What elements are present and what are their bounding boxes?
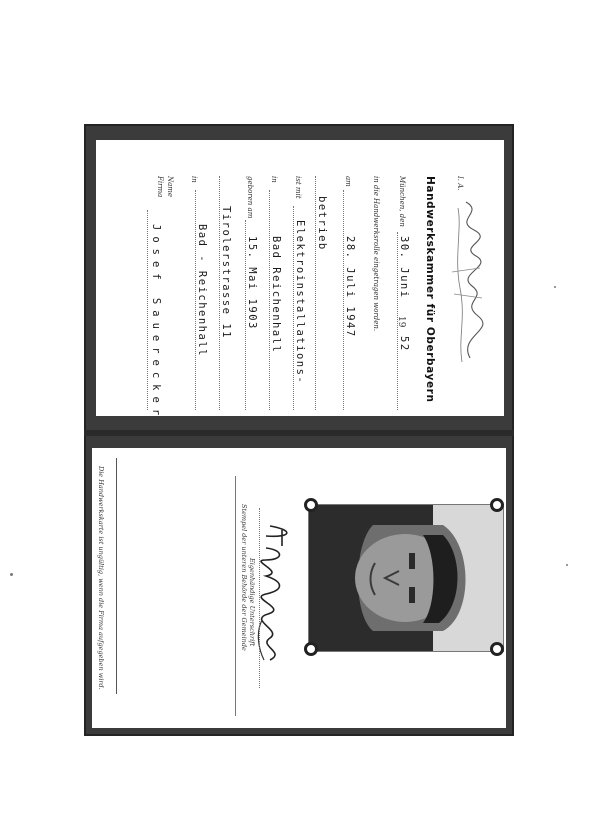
issued-year-prefix: 19 [396,316,406,328]
trade-rule-1 [293,206,294,410]
holder-signature-caption: Eigenhändige Unterschrift [248,558,256,647]
registered-text: in die Handwerksrolle eingetragen worden. [372,176,380,332]
issued-place-label: München, den [398,176,406,227]
trade-rule-2 [315,176,316,410]
street-rule [219,176,220,410]
i-a-label: I. A. [456,176,464,191]
since-label: am [344,176,352,187]
authority-name: Handwerkskammer für Oberbayern [424,176,436,403]
issued-rule [397,232,398,410]
name-rule [147,210,148,410]
firma-label: Firma [156,176,164,198]
trade-value-1: Elektroinstallations- [294,220,306,385]
card-data-rotated [96,140,504,422]
stamp-caption: Stempel der unteren Behörde der Gemeinde [240,504,248,651]
footer-note: Die Handwerkskarte ist ungültig, wenn die Firma aufgegeben wird. [97,466,105,690]
official-signature [448,198,488,368]
footer-rotator [95,466,114,690]
street-value: Tirolerstrasse 11 [220,206,232,339]
footer-rule [116,458,117,694]
card-data-panel [96,140,504,422]
born-label: geboren am [246,176,254,219]
scan-speck [554,286,556,288]
name-label: Name [166,176,174,198]
scan-speck [566,564,568,566]
born-rule [245,220,246,410]
born-date: 15. Mai 1903 [246,236,258,330]
card-photo-panel [92,448,506,728]
city-in-label: in [190,176,198,183]
trade-label: ist mit [294,176,302,199]
issued-day: 30. Juni [398,236,410,299]
since-rule [343,190,344,410]
scan-speck [10,573,13,576]
born-place: Bad Reichenhall [270,236,282,354]
name-value: Josef Sauerecker [150,224,162,422]
trade-card [84,124,514,736]
issued-year: 52 [398,336,410,352]
city-value: Bad - Reichenhall [196,224,208,357]
since-date: 28. Juli 1947 [344,236,356,338]
born-in-label: in [270,176,278,183]
footer-wrapper [92,448,506,728]
trade-value-2: betrieb [316,196,328,251]
city-rule [195,190,196,410]
born-place-rule [269,190,270,410]
